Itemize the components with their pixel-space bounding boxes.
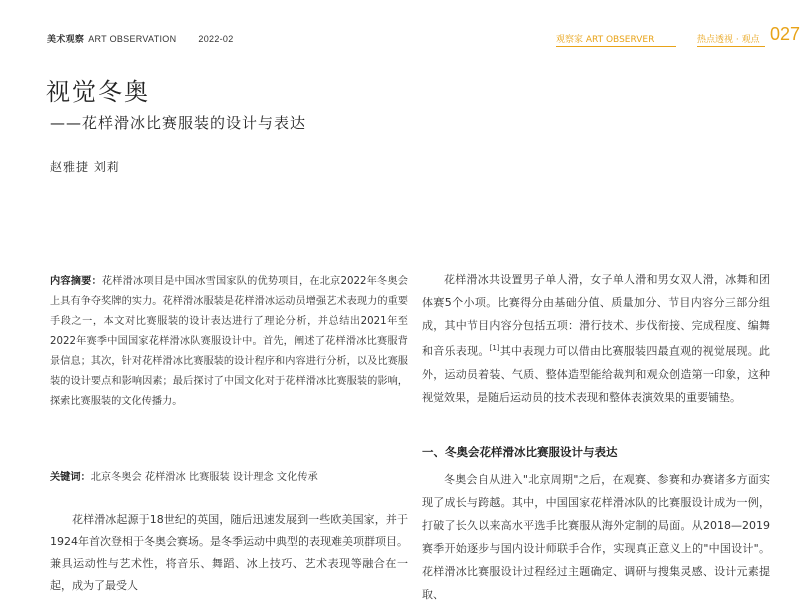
running-header-left — [47, 32, 234, 45]
topic-rule — [697, 46, 765, 47]
body-paragraph-right-2: 冬奥会自从进入"北京周期"之后，在观赛、参赛和办赛诸多方面实现了成长与跨越。其中，中国国家花样滑冰队的比赛服设计成为一例，打破了长久以来高水平选手比赛服从海外定制的局面。从2018—2019赛季开始逐步与国内设计师联手合作，实现真正意义上的"中国设计"。花样滑冰比赛服设计过程经过主题确定、调研与搜集灵感、设计元素提取、 — [422, 473, 770, 601]
body-right-text-cont: 其中表现力可以借由比赛服装四最直观的视觉展现。此外，运动员着装、气质、整体造型能给裁判和观众创造第一印象，这种视觉效果，是随后运动员的技术表现和整体表演效果的重要铺垫。 — [422, 344, 771, 404]
section-heading: 一、冬奥会花样滑冰比赛服设计与表达 — [422, 445, 618, 459]
article-title: 视觉冬奥 — [46, 78, 150, 106]
abstract — [50, 272, 408, 412]
journal-name-en: ART OBSERVATION — [88, 34, 177, 44]
keywords — [50, 468, 408, 488]
body-paragraph-left: 花样滑冰起源于18世纪的英国，随后迅速发展到一些欧美国家，并于1924年首次登相于冬奥会赛场。是冬季运动中典型的表现难美项群项目。兼具运动性与艺术性，将音乐、舞蹈、冰上技巧、艺术表现等融合在一起，成为了最受人 — [50, 513, 408, 592]
keywords-text: 北京冬奥会 花样滑冰 比赛服装 设计理念 文化传承 — [90, 472, 318, 483]
page-number: 027 — [770, 24, 800, 44]
section-rule — [556, 46, 676, 47]
abstract-text: 花样滑冰项目是中国冰雪国家队的优势项目，在北京2022年冬奥会上具有争夺奖牌的实力。花样滑冰服装是花样滑冰运动员增强艺术表现力的重要手段之一，本文对比赛服装的设计表达进行了理论分析，并总结出2021年至2022年赛季中国国家花样滑冰队赛服设计中。首先，阐述了花样滑冰比赛服背景信息；其次，针对花样滑冰比赛服装的设计程序和内容进行分析，以及比赛服装的设计要点和影响因素；最后探讨了中国文化对于花样滑冰比赛服装的影响，探索比赛服装的文化传播力。 — [50, 276, 408, 407]
body-paragraph-right — [422, 268, 770, 409]
topic-label: 热点透视 · 观点 — [697, 35, 760, 45]
keywords-label: 关键词： — [50, 472, 91, 483]
abstract-label: 内容摘要： — [50, 276, 102, 287]
issue-date: 2022-02 — [198, 34, 234, 44]
article-authors: 赵雅捷 刘莉 — [50, 160, 120, 174]
article-subtitle: ——花样滑冰比赛服装的设计与表达 — [50, 114, 307, 132]
footnote-ref: [1] — [489, 344, 500, 352]
journal-name: 美术观察 — [47, 35, 85, 45]
body-right-text: 花样滑冰共设置男子单人滑，女子单人滑和男女双人滑，冰舞和团体赛5个小项。比赛得分由基础分值、质量加分、节目内容分三部分组成，其中节目内容分包括五项：滑行技术、步伐衔接、完成程度、编舞和音乐表现。 — [422, 273, 770, 358]
section-label: 观察家 ART OBSERVER — [556, 35, 655, 45]
